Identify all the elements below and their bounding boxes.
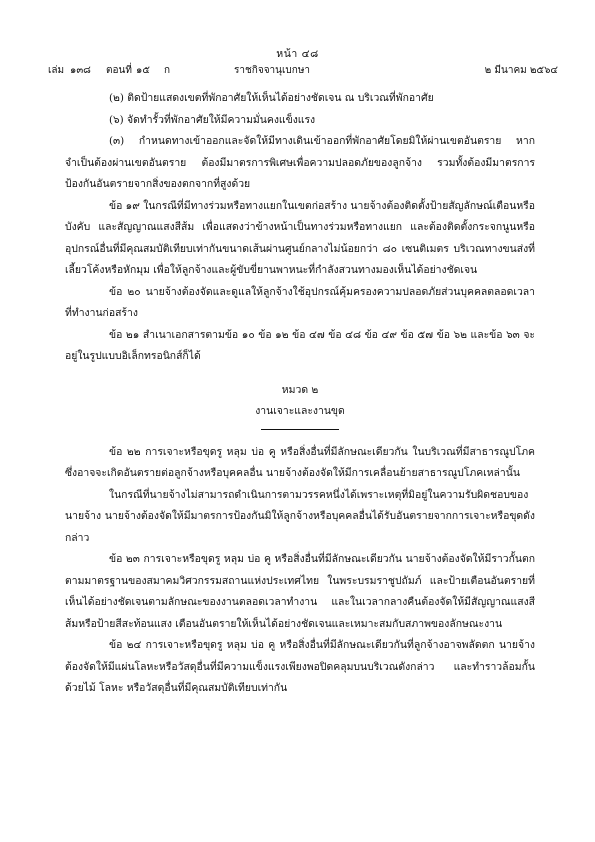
paragraph: (๒) ติดป้ายแสดงเขตที่พักอาศัยให้เห็นได้อย่างชัดเจน ณ บริเวณที่พักอาศัย [109, 92, 434, 104]
gazette-title: ราชกิจจานุเบกษา [234, 65, 311, 76]
publication-date: ๒ มีนาคม ๒๕๖๔ [484, 65, 558, 76]
paragraph: (๖) จัดทำรั้วที่พักอาศัยให้มีความมั่นคงแข็งแรง [109, 113, 316, 126]
volume-label: เล่ม [48, 65, 65, 76]
page-number: หน้า ๔๘ [276, 48, 319, 60]
clause-22-para-2: ในกรณีที่นายจ้างไม่สามารถดำเนินการตามวรรคหนึ่งได้เพราะเหตุที่มิอยู่ในความรับผิดชอบของนายจ้าง นายจ้างต้องจัดให้มีมาตรการป้องกันมิให้ลูกจ้างหรือบุคคลอื่นได้รับอันตรายจากการเจาะหรือขุดดังกล่าว [65, 488, 535, 544]
section-number: หมวด ๒ [281, 383, 319, 396]
clause-24: ข้อ ๒๔ การเจาะหรือขุดรู หลุม บ่อ คู หรือสิ่งอื่นที่มีลักษณะเดียวกันที่ลูกจ้างอาจพลัดตก นายจ้างต้องจัดให้มีแผ่นโลหะหรือวัสดุอื่นที่มีความแข็งแรงเพียงพอปิดคลุมบนบริเวณดังกล่าว และทำราวล้อมกั้นด้วยไม้ โลหะ หรือวัสดุอื่นที่มีคุณสมบัติเทียบเท่ากัน [65, 639, 535, 694]
clause-22: ข้อ ๒๒ การเจาะหรือขุดรู หลุม บ่อ คู หรือสิ่งอื่นที่มีลักษณะเดียวกัน ในบริเวณที่มีสาธารณูปโภคซึ่งอาจจะเกิดอันตรายต่อลูกจ้างหรือบุคคลอื่น นายจ้างต้องจัดให้มีการเคลื่อนย้ายสาธารณูปโภคเหล่านั้น [65, 445, 535, 479]
clause-19: ข้อ ๑๙ ในกรณีที่มีทางร่วมหรือทางแยกในเขตก่อสร้าง นายจ้างต้องติดตั้งป้ายสัญลักษณ์เตือนหรือบังคับ และสัญญาณแสงสีส้ม เพื่อแสดงว่าข้างหน้าเป็นทางร่วมหรือทางแยก และต้องติดตั้งกระจกนูนหรืออุปกรณ์อื่นที่มีคุณสมบัติเทียบเท่ากันขนาดเส้นผ่านศูนย์กลางไม่น้อยกว่า ๘๐ เซนติเมตร บริเวณทางขนส่งที่เลี้ยวโค้งหรือหักมุม เพื่อให้ลูกจ้างและผู้ขับขี่ยานพาหนะที่กำลังสวนทางมองเห็นได้อย่างชัดเจน [65, 199, 535, 276]
document-body [65, 88, 535, 700]
clause-23: ข้อ ๒๓ การเจาะหรือขุดรู หลุม บ่อ คู หรือสิ่งอื่นที่มีลักษณะเดียวกัน นายจ้างต้องจัดให้มีราวกั้นตกตามมาตรฐานของสมาคมวิศวกรรมสถานแห่งประเทศไทย ในพระบรมราชูปถัมภ์ และป้ายเตือนอันตรายที่เห็นได้อย่างชัดเจนตามลักษณะของงานตลอดเวลาทำงาน และในเวลากลางคืนต้องจัดให้มีสัญญาณแสงสีส้มหรือป้ายสีสะท้อนแสง เตือนอันตรายให้เห็นได้อย่างชัดเจนและเหมาะสมกับสภาพของลักษณะงาน [65, 553, 535, 630]
issue-number: ๑๕ [136, 65, 150, 76]
clause-20: ข้อ ๒๐ นายจ้างต้องจัดและดูแลให้ลูกจ้างใช้อุปกรณ์คุ้มครองความปลอดภัยส่วนบุคคลตลอดเวลาที่ทำงานก่อสร้าง [65, 285, 535, 319]
issue-suffix: ก [164, 65, 171, 76]
paragraph: (๓) กำหนดทางเข้าออกและจัดให้มีทางเดินเข้าออกที่พักอาศัยโดยมิให้ผ่านเขตอันตราย หากจำเป็นต้องผ่านเขตอันตราย ต้องมีมาตรการพิเศษเพื่อความปลอดภัยของลูกจ้าง รวมทั้งต้องมีมาตรการป้องกันอันตรายจากสิ่งของตกจากที่สูงด้วย [65, 135, 535, 190]
volume-number: ๑๓๘ [70, 65, 91, 76]
clause-21: ข้อ ๒๑ สำเนาเอกสารตามข้อ ๑๐ ข้อ ๑๒ ข้อ ๔๗ ข้อ ๔๘ ข้อ ๔๙ ข้อ ๕๗ ข้อ ๖๒ และข้อ ๖๓ จะอยู่ในรูปแบบอิเล็กทรอนิกส์ก็ได้ [65, 328, 535, 362]
issue-label: ตอนที่ [106, 65, 132, 76]
section-divider [261, 429, 339, 430]
gazette-header [48, 63, 558, 77]
section-title: งานเจาะและงานขุด [255, 405, 345, 417]
